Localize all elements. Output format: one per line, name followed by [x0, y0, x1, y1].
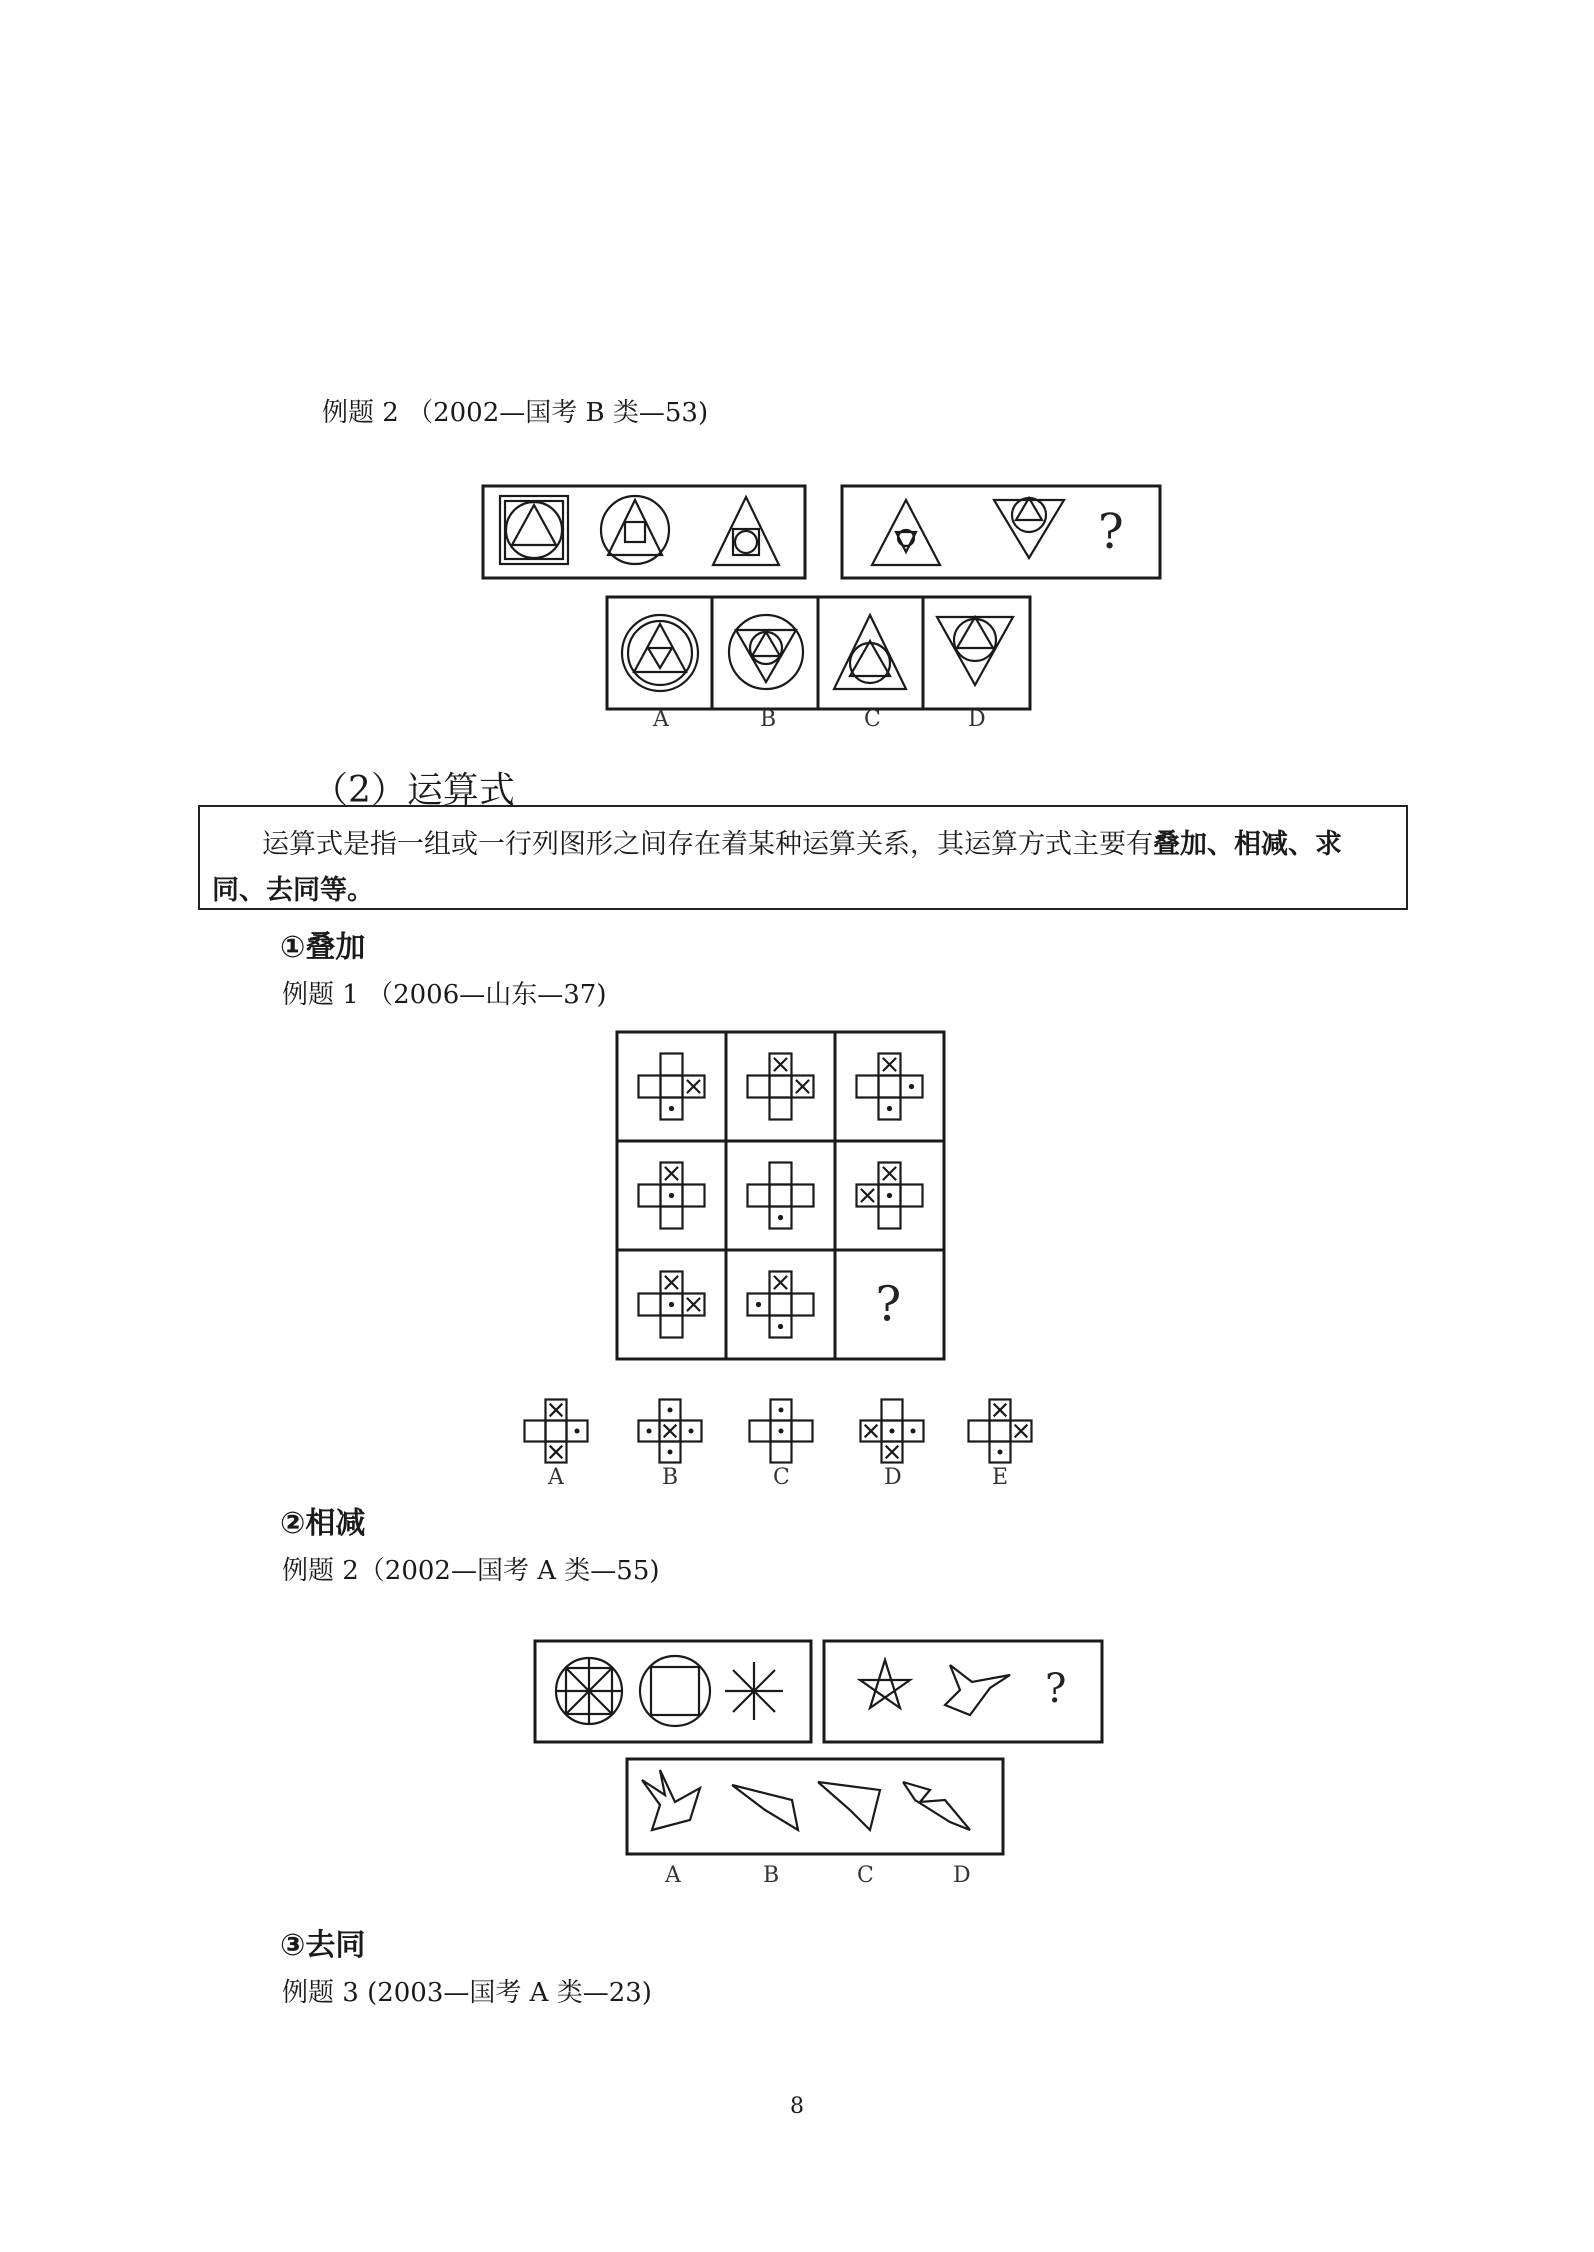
option-d-figure	[903, 1782, 970, 1830]
subsection-overlay-heading: ①叠加	[280, 930, 366, 965]
option-label-e: E	[992, 1465, 1009, 1490]
option-label-a: A	[548, 1465, 564, 1490]
option-label-b: B	[763, 1863, 780, 1888]
page-number: 8	[790, 2094, 804, 2119]
option-label-c: C	[773, 1465, 790, 1490]
option-label-b: B	[662, 1465, 679, 1490]
option-label-c: C	[857, 1863, 874, 1888]
option-label-c: C	[864, 707, 881, 732]
option-c-figure	[818, 1782, 880, 1830]
subsection-subtract-heading: ②相减	[280, 1506, 366, 1541]
example-title: 例题 3 (2003—国考 A 类—23)	[282, 1978, 652, 2008]
definition-text: 运算式是指一组或一行列图形之间存在着某种运算关系，其运算方式主要有	[262, 829, 1153, 860]
example-title: 例题 1 （2006—山东—37)	[282, 980, 607, 1010]
shape-spokes	[725, 1662, 783, 1720]
option-label-b: B	[760, 707, 777, 732]
question-mark: ?	[1098, 504, 1124, 560]
option-label-d: D	[953, 1863, 971, 1888]
option-label-d: D	[968, 707, 986, 732]
options-box	[627, 1759, 1003, 1854]
section-heading: （2）运算式	[312, 770, 515, 811]
shape-circle-square	[640, 1656, 710, 1726]
option-label-a: A	[665, 1863, 681, 1888]
option-b-figure	[732, 1785, 798, 1830]
option-a-figure	[642, 1770, 700, 1830]
question-mark: ?	[1045, 1666, 1067, 1712]
question-mark: ?	[875, 1276, 902, 1333]
example-title: 例题 2（2002—国考 A 类—55)	[282, 1556, 660, 1586]
shape-star	[860, 1660, 910, 1708]
shape-star-fragment	[945, 1665, 1010, 1715]
definition-line-2: 同、去同等。	[212, 875, 374, 906]
definition-bold-1: 叠加、相减、求	[1153, 829, 1342, 860]
subsection-remove-same-heading: ③去同	[280, 1928, 366, 1963]
option-label-a: A	[653, 707, 669, 732]
example-title: 例题 2 （2002—国考 B 类—53)	[322, 398, 709, 428]
option-label-d: D	[884, 1465, 902, 1490]
shape-circle-square-spokes	[556, 1658, 622, 1724]
